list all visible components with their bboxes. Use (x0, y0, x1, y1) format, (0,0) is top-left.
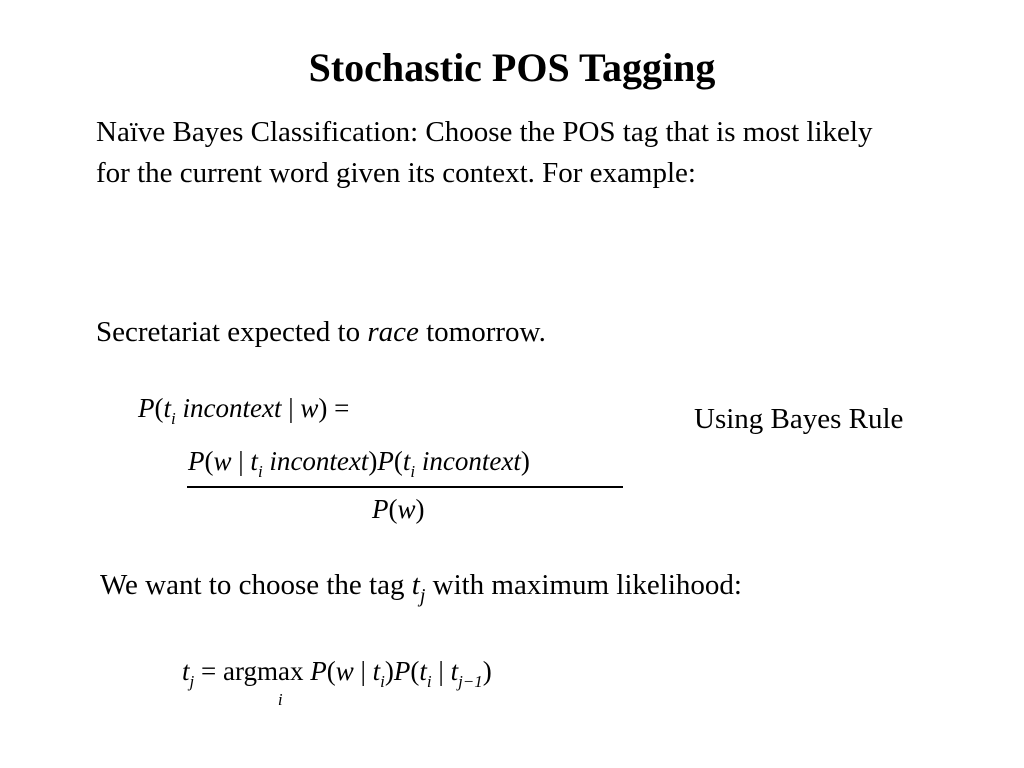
eq2-t4: t (450, 656, 459, 686)
want-prefix: We want to choose the tag (100, 569, 412, 601)
want-suffix: with maximum likelihood: (425, 569, 742, 601)
bayes-numerator: P(w | $t_i$ $incontext)P(t_i$ incontext) (188, 446, 530, 481)
num-in2: in (421, 446, 443, 476)
eq1-t: t (163, 393, 172, 423)
num-P2: P (377, 446, 394, 476)
eq1-P: P (138, 393, 155, 423)
example-prefix: Secretariat expected to (96, 316, 368, 348)
want-tag-sub: j (419, 585, 426, 607)
num-context2: context (442, 446, 521, 476)
max-likelihood-sentence (100, 569, 742, 607)
want-tag-var: t (411, 569, 420, 601)
example-suffix: tomorrow. (418, 316, 546, 348)
num-P1: P (188, 446, 205, 476)
num-context1: context (290, 446, 369, 476)
eq2-sub-j: j (189, 672, 195, 691)
intro-paragraph: Naïve Bayes Classification: Choose the POS tag that is most likely for the current word given its context. For example: (96, 116, 873, 189)
eq2-P1: P (310, 656, 327, 686)
eq1-context: context (203, 393, 282, 423)
eq1-equals: = (334, 393, 350, 423)
eq1-w: w (300, 393, 319, 423)
example-word: race (367, 316, 419, 348)
num-t1: t (250, 446, 258, 476)
example-sentence (96, 316, 546, 349)
eq2-max: max (256, 656, 304, 686)
fraction-bar (187, 486, 623, 488)
eq2-max-sub-i: i (277, 690, 283, 709)
eq2-t: t (182, 656, 190, 686)
eq2-t3: t (419, 656, 427, 686)
num-sub-i2: i (410, 462, 416, 481)
num-t2: t (402, 446, 411, 476)
eq2-bar1: | (360, 656, 366, 686)
eq1-bar: | (288, 393, 294, 423)
num-bar: | (238, 446, 244, 476)
bayes-equation-lhs: $P(t_i$ incontext | w) = (138, 393, 350, 428)
eq2-max-group (256, 656, 304, 709)
eq2-bar2: | (438, 656, 444, 686)
num-in1: in (269, 446, 291, 476)
eq2-P2: P (393, 656, 411, 686)
eq1-sub-i: i (171, 409, 176, 428)
eq2-sub-i1: i (380, 672, 385, 691)
eq2-w: w (335, 656, 354, 686)
den-P: P (372, 494, 389, 524)
eq1-in: in (182, 393, 204, 423)
slide-title: Stochastic POS Tagging (308, 45, 716, 90)
eq2-sub-i2: i (426, 672, 432, 691)
den-w: w (397, 494, 416, 524)
eq2-equals: = (201, 656, 217, 686)
num-w: w (213, 446, 232, 476)
bayes-denominator: P(w) (372, 494, 425, 524)
bayes-rule-label: Using Bayes Rule (694, 403, 904, 435)
argmax-equation: $t_j = argmax$ i P(w | $t_i)P(t_i$ | $t_{j-1}$) (182, 656, 492, 709)
eq2-arg: arg (222, 656, 257, 686)
eq2-sub-jm1: j−1 (458, 672, 483, 691)
num-sub-i1: i (257, 462, 263, 481)
eq2-t2: t (372, 656, 381, 686)
